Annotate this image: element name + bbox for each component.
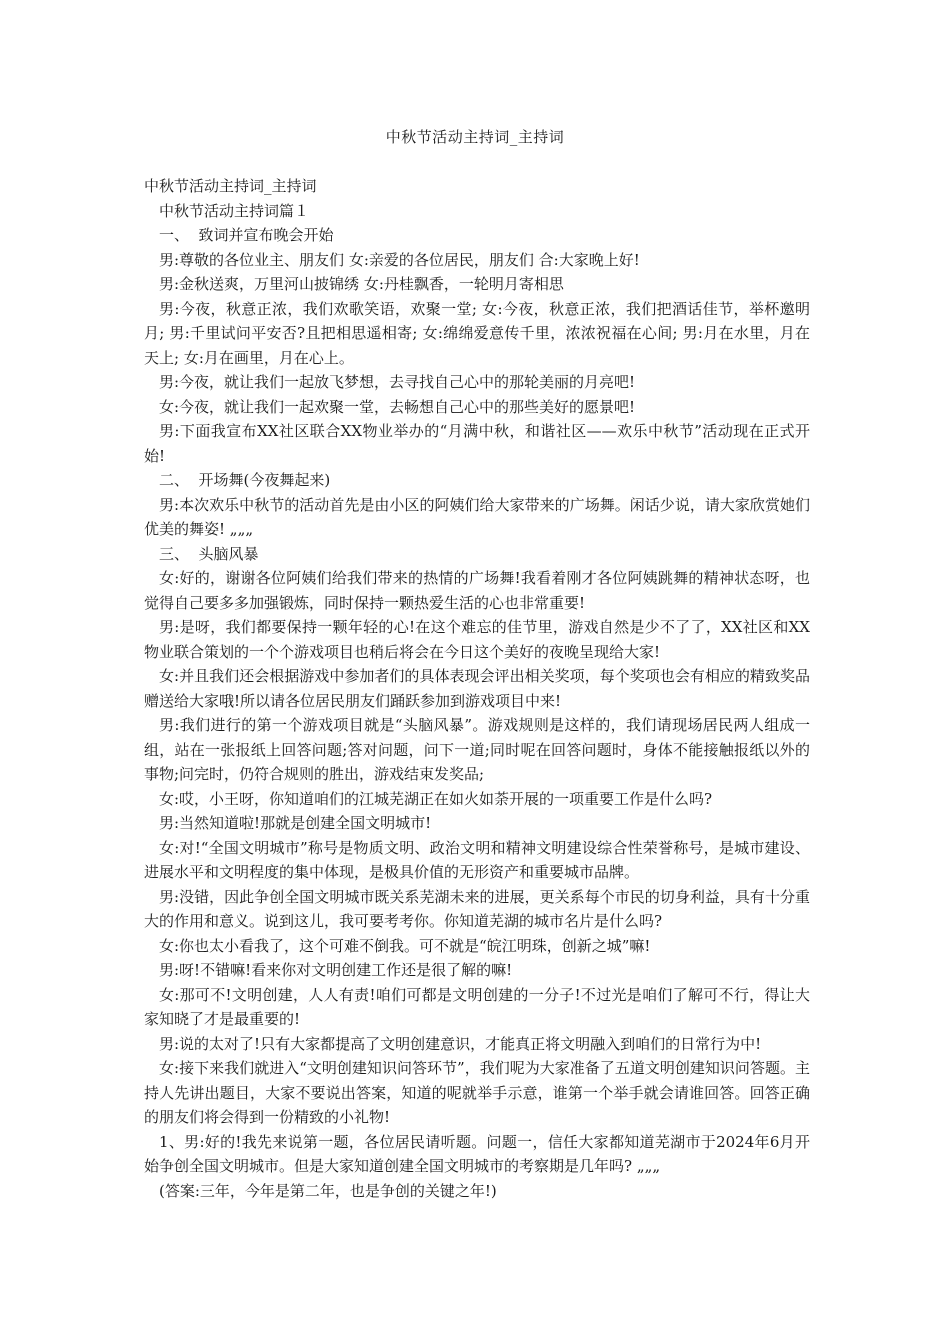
paragraph: 男:是呀，我们都要保持一颗年轻的心!在这个难忘的佳节里，游戏自然是少不了了，XX社区和XX物业联合策划的一个个游戏项目也稍后将会在今日这个美好的夜晚呈现给大家!	[144, 618, 810, 661]
paragraph: 男:呀!不错嘛!看来你对文明创建工作还是很了解的嘛!	[159, 961, 513, 979]
paragraph: 三、 头脑风暴	[159, 544, 259, 563]
paragraph: 男:当然知道啦!那就是创建全国文明城市!	[159, 814, 432, 832]
paragraph: 男:说的太对了!只有大家都提高了文明创建意识，才能真正将文明融入到咱们的日常行为中!	[159, 1034, 762, 1053]
paragraph: 男:今夜，秋意正浓，我们欢歌笑语，欢聚一堂; 女:今夜，秋意正浓，我们把酒话佳节，举杯邀明月; 男:千里试问平安否?且把相思遥相寄; 女:绵绵爱意传千里，浓浓祝福在心间; 男:月在水里，月在天上; 女:月在画里，月在心上。	[144, 299, 810, 367]
paragraph: 男:金秋送爽，万里河山披锦绣 女:丹桂飘香，一轮明月寄相思	[159, 275, 564, 293]
paragraph: 中秋节活动主持词篇１	[159, 201, 310, 220]
paragraph: 女:那可不!文明创建，人人有责!咱们可都是文明创建的一分子!不过光是咱们了解可不行，得让大家知晓了才是最重要的!	[144, 985, 810, 1028]
paragraph: 女:接下来我们就进入“文明创建知识问答环节”，我们呢为大家准备了五道文明创建知识问答题。主持人先讲出题目，大家不要说出答案，知道的呢就举手示意，谁第一个举手就会请谁回答。回答正确的朋友们将会得到一份精致的小礼物!	[144, 1059, 810, 1126]
document-body	[144, 174, 810, 1203]
paragraph: 中秋节活动主持词_主持词	[144, 177, 317, 195]
paragraph: 1、男:好的!我先来说第一题，各位居民请听题。问题一，信任大家都知道芜湖市于2024年6月开始争创全国文明城市。但是大家知道创建全国文明城市的考察期是几年吗? „„„	[144, 1132, 810, 1175]
paragraph: 女:你也太小看我了，这个可难不倒我。可不就是“皖江明珠，创新之城”嘛!	[159, 936, 651, 955]
paragraph: 男:没错，因此争创全国文明城市既关系芜湖未来的进展，更关系每个市民的切身利益，具有十分重大的作用和意义。说到这儿，我可要考考你。你知道芜湖的城市名片是什么吗?	[144, 887, 810, 930]
paragraph: 男:本次欢乐中秋节的活动首先是由小区的阿姨们给大家带来的广场舞。闲话少说，请大家欣赏她们优美的舞姿! „„„	[144, 495, 810, 538]
paragraph: 女:哎，小王呀，你知道咱们的江城芜湖正在如火如荼开展的一项重要工作是什么吗?	[159, 789, 713, 808]
paragraph: 女:对!“全国文明城市”称号是物质文明、政治文明和精神文明建设综合性荣誉称号，是城市建设、进展水平和文明程度的集中体现，是极具价值的无形资产和重要城市品牌。	[144, 838, 810, 881]
paragraph: 女:并且我们还会根据游戏中参加者们的具体表现会评出相关奖项，每个奖项也会有相应的精致奖品赠送给大家哦!所以请各位居民朋友们踊跃参加到游戏项目中来!	[144, 667, 810, 710]
paragraph: 男:下面我宣布XX社区联合XX物业举办的“月满中秋，和谐社区——欢乐中秋节”活动现在正式开始!	[144, 422, 810, 465]
paragraph: 男:我们进行的第一个游戏项目就是“头脑风暴”。游戏规则是这样的，我们请现场居民两人组成一组，站在一张报纸上回答问题;答对问题，问下一道;同时呢在回答问题时，身体不能接触报纸以外的事物;问完时，仍符合规则的胜出，游戏结束发奖品;	[144, 716, 810, 783]
paragraph: 一、 致词并宣布晚会开始	[159, 226, 334, 244]
paragraph: 女:今夜，就让我们一起欢聚一堂，去畅想自己心中的那些美好的愿景吧!	[159, 397, 636, 416]
paragraph: (答案:三年，今年是第二年，也是争创的关键之年!)	[159, 1181, 497, 1200]
paragraph: 二、 开场舞(今夜舞起来)	[159, 471, 331, 489]
document-title: 中秋节活动主持词_主持词	[385, 128, 565, 146]
paragraph: 男:尊敬的各位业主、朋友们 女:亲爱的各位居民，朋友们 合:大家晚上好!	[159, 250, 640, 269]
paragraph: 女:好的，谢谢各位阿姨们给我们带来的热情的广场舞!我看着刚才各位阿姨跳舞的精神状态呀，也觉得自己要多多加强锻炼，同时保持一颗热爱生活的心也非常重要!	[144, 569, 810, 612]
paragraph: 男:今夜，就让我们一起放飞梦想，去寻找自己心中的那轮美丽的月亮吧!	[159, 373, 636, 391]
